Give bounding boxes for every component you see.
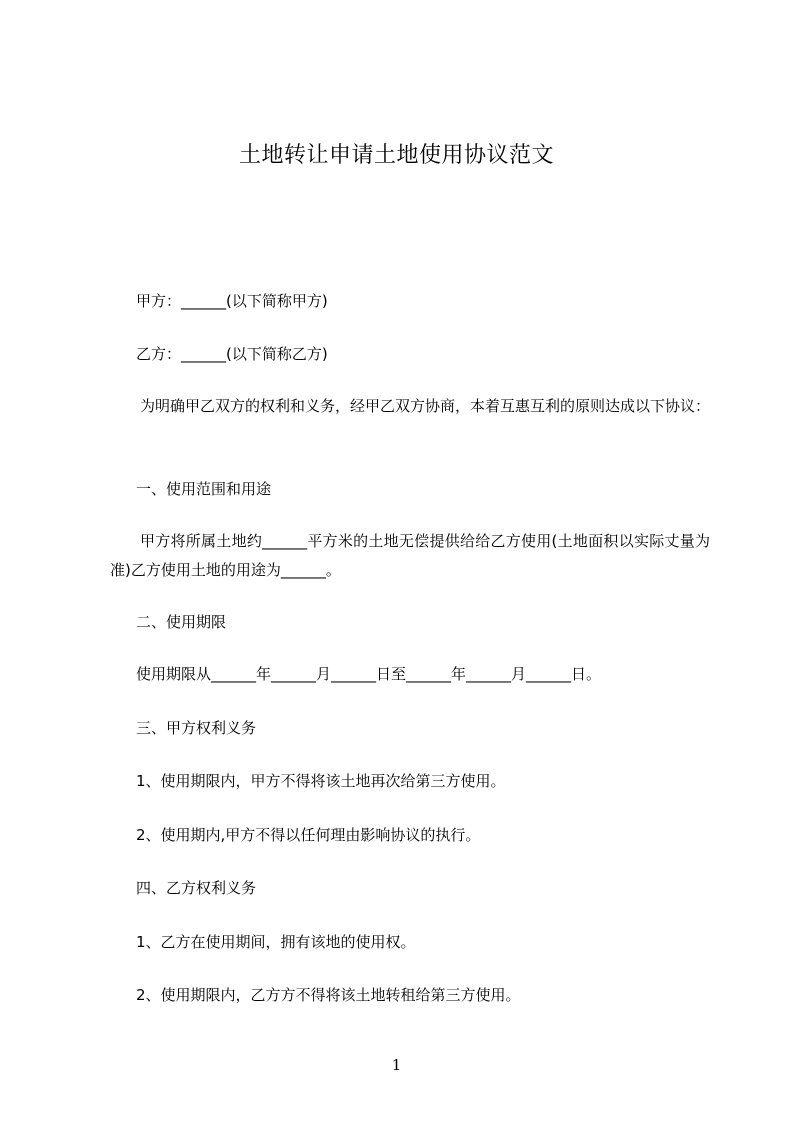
section1-body: 甲方将所属土地约______平方米的土地无偿提供给给乙方使用(土地面积以实际丈量为准)乙方使用土地的用途为______。 — [110, 532, 710, 579]
section4-item-1: 1、乙方在使用期间，拥有该地的使用权。 — [136, 933, 416, 951]
page-number: 1 — [391, 1056, 402, 1074]
section3-heading: 三、甲方权利义务 — [136, 719, 257, 737]
section3-item-1: 1、使用期限内，甲方不得将该土地再次给第三方使用。 — [136, 772, 506, 790]
document-title: 土地转让申请土地使用协议范文 — [238, 143, 554, 168]
section1-heading: 一、使用范围和用途 — [136, 480, 272, 498]
section4-item-2: 2、使用期限内，乙方方不得将该土地转租给第三方使用。 — [136, 986, 521, 1004]
party-a-line: 甲方：______(以下简称甲方) — [136, 292, 328, 310]
section4-heading: 四、乙方权利义务 — [136, 879, 257, 897]
section3-item-2: 2、使用期内,甲方不得以任何理由影响协议的执行。 — [136, 826, 481, 844]
section2-heading: 二、使用期限 — [136, 613, 227, 631]
section2-body: 使用期限从______年______月______日至______年______月______日。 — [136, 665, 602, 683]
intro-paragraph: 为明确甲乙双方的权利和义务，经甲乙双方协商，本着互惠互利的原则达成以下协议： — [140, 397, 711, 415]
party-b-line: 乙方：______(以下简称乙方) — [136, 345, 328, 363]
